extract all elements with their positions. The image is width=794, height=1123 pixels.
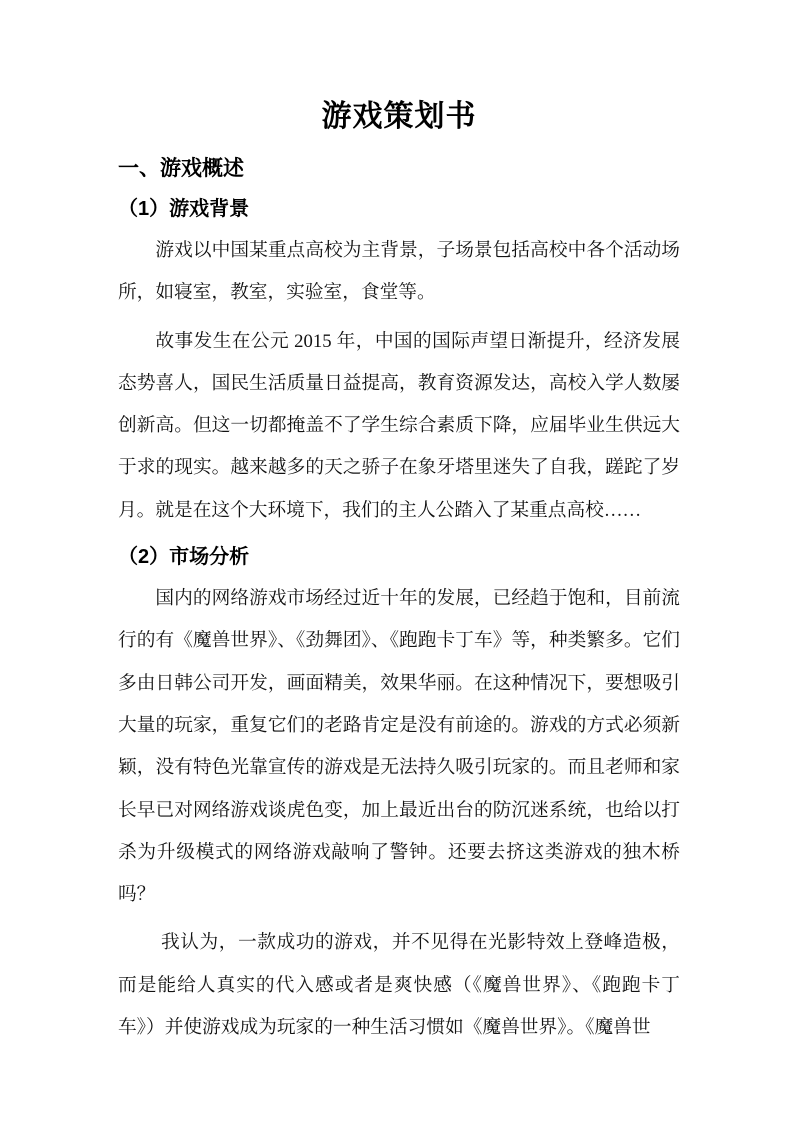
subsection-heading-game-background: （1）游戏背景	[118, 198, 250, 220]
section-heading-game-overview: 一、游戏概述	[118, 157, 244, 180]
paragraph-market-analysis-2: 我认为，一款成功的游戏，并不见得在光影特效上登峰造极，而是能给人真实的代入感或者是爽快感（《魔兽世界》、《跑跑卡丁车》）并使游戏成为玩家的一种生活习惯如《魔兽世界》。《魔兽世	[118, 932, 680, 1039]
document-title: 游戏策划书	[321, 100, 477, 133]
subsection-heading-market-analysis: （2）市场分析	[118, 546, 250, 569]
paragraph-market-analysis-1: 国内的网络游戏市场经过近十年的发展，已经趋于饱和，目前流行的有《魔兽世界》、《劲舞团》、《跑跑卡丁车》等，种类繁多。它们多由日韩公司开发，画面精美，效果华丽。在这种情况下，要想吸引大量的玩家，重复它们的老路肯定是没有前途的。游戏的方式必须新颖，没有特色光靠宣传的游戏是无法持久吸引玩家的。而且老师和家长早已对网络游戏谈虎色变，加上最近出台的防沉迷系统，也给以打杀为升级模式的网络游戏敲响了警钟。还要去挤这类游戏的独木桥吗？	[118, 588, 680, 906]
paragraph-game-background-2: 故事发生在公元 2015 年，中国的国际声望日渐提升，经济发展态势喜人，国民生活质量日益提高，教育资源发达，高校入学人数屡创新高。但这一切都掩盖不了学生综合素质下降，应届毕业生供远大于求的现实。越来越多的天之骄子在象牙塔里迷失了自我，蹉跎了岁月。就是在这个大环境下，我们的主人公踏入了某重点高校……	[118, 330, 680, 521]
paragraph-game-background-1: 游戏以中国某重点高校为主背景，子场景包括高校中各个活动场所，如寝室，教室，实验室，食堂等。	[118, 240, 680, 304]
